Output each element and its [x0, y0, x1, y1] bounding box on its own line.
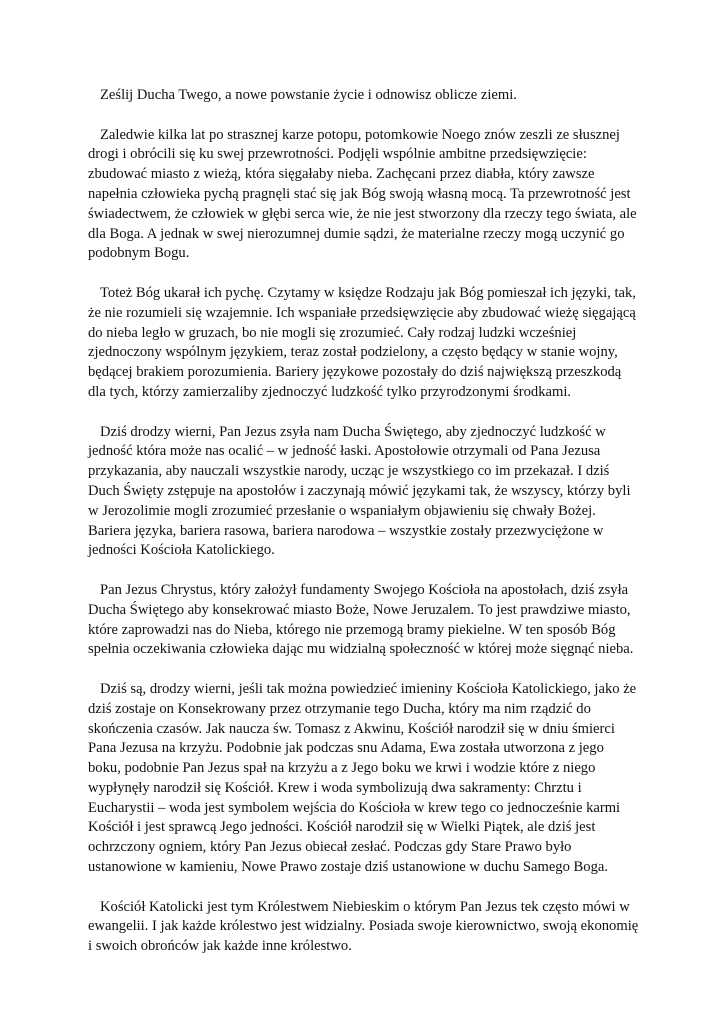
paragraph-babel-tower: Zaledwie kilka lat po strasznej karze potopu, potomkowie Noego znów zeszli ze słusznej drogi i obrócili się ku swej przewrotności. Podjęli wspólnie ambitne przedsięwzięcie: zbudować miasto z wieżą, która sięgałaby nieba. Zachęcani przez diabła, który zawsze napełnia człowieka pychą pragnęli stać się jak Bóg swoją własną mocą. Ta przewrotność jest świadectwem, że człowiek w głębi serca wie, że nie jest stworzony dla rzeczy tego świata, ale dla Boga. A jednak w swej nierozumnej dumie sądzi, że materialne rzeczy mogą uczynić go podobnym Bogu.: [88, 126, 637, 262]
paragraph-confusion-of-tongues: Toteż Bóg ukarał ich pychę. Czytamy w księdze Rodzaju jak Bóg pomieszał ich języki, tak, że nie rozumieli się wzajemnie. Ich wspaniałe przedsięwzięcie aby zbudować wieżę sięgającą do nieba legło w gruzach, bo nie mogli się zrozumieć. Cały rodzaj ludzki wcześniej zjednoczony wspólnym językiem, teraz został podzielony, a często będący w stanie wojny, będącej brakiem porozumienia. Bariery językowe pozostały do dziś największą przeszkodą dla tych, którzy zamierzaliby zjednoczyć ludzkość tylko przyrodzonymi środkami.: [88, 284, 636, 400]
paragraph-church-birthday: Dziś są, drodzy wierni, jeśli tak można powiedzieć imieniny Kościoła Katolickiego, jako że dziś zostaje on Konsekrowany przez otrzymanie tego Ducha, który ma nim rządzić do skończenia czasów. Jak naucza św. Tomasz z Akwinu, Kościół narodził się w dniu śmierci Pana Jezusa na krzyżu. Podobnie jak podczas snu Adama, Ewa została utworzona z jego boku, podobnie Pan Jezus spał na krzyżu a z Jego boku we krwi i wodzie które z niego wypłynęły narodził się Kościół. Krew i woda symbolizują dwa sakramenty: Chrztu i Eucharystii – woda jest symbolem wejścia do Kościoła w krew tego co jednocześnie karmi Kościół i jest sprawcą Jego jedności. Kościół narodził się w Wielki Piątek, ale dziś jest ochrzczony ogniem, który Pan Jezus obiecał zesłać. Podczas gdy Stare Prawo było ustanowione w kamieniu, Nowe Prawo zostaje dziś ustanowione w duchu Samego Boga.: [88, 680, 637, 876]
paragraph-invocation: Ześlij Ducha Twego, a nowe powstanie życie i odnowisz oblicze ziemi.: [100, 87, 517, 103]
paragraph-visible-kingdom: Kościół Katolicki jest tym Królestwem Niebieskim o którym Pan Jezus tek często mówi w ewangelii. I jak każde królestwo jest widzialny. Posiada swoje kierownictwo, swoją ekonomię i swoich obrońców jak każde inne królestwo.: [88, 898, 639, 955]
paragraph-new-jerusalem: Pan Jezus Chrystus, który założył fundamenty Swojego Kościoła na apostołach, dziś zsyła Ducha Świętego aby konsekrować miasto Boże, Nowe Jeruzalem. To jest prawdziwe miasto, które zaprowadzi nas do Nieba, którego nie przemogą bramy piekielne. W ten sposób Bóg spełnia oczekiwania człowieka dając mu widzialną społeczność w której może sięgnąć nieba.: [88, 581, 634, 658]
document-body: [88, 86, 640, 977]
paragraph-pentecost: Dziś drodzy wierni, Pan Jezus zsyła nam Ducha Świętego, aby zjednoczyć ludzkość w jedność która może nas ocalić – w jedność łaski. Apostołowie otrzymali od Pana Jezusa przykazania, aby nauczali wszystkie narody, ucząc je wszystkiego co im przekazał. I dziś Duch Święty zstępuje na apostołów i zaczynają mówić językami tak, że wszyscy, którzy byli w Jerozolimie mogli zrozumieć przesłanie o wspaniałym objawieniu się chwały Bożej. Bariera języka, bariera rasowa, bariera narodowa – wszystkie zostały przezwyciężone w jedności Kościoła Katolickiego.: [88, 423, 631, 559]
